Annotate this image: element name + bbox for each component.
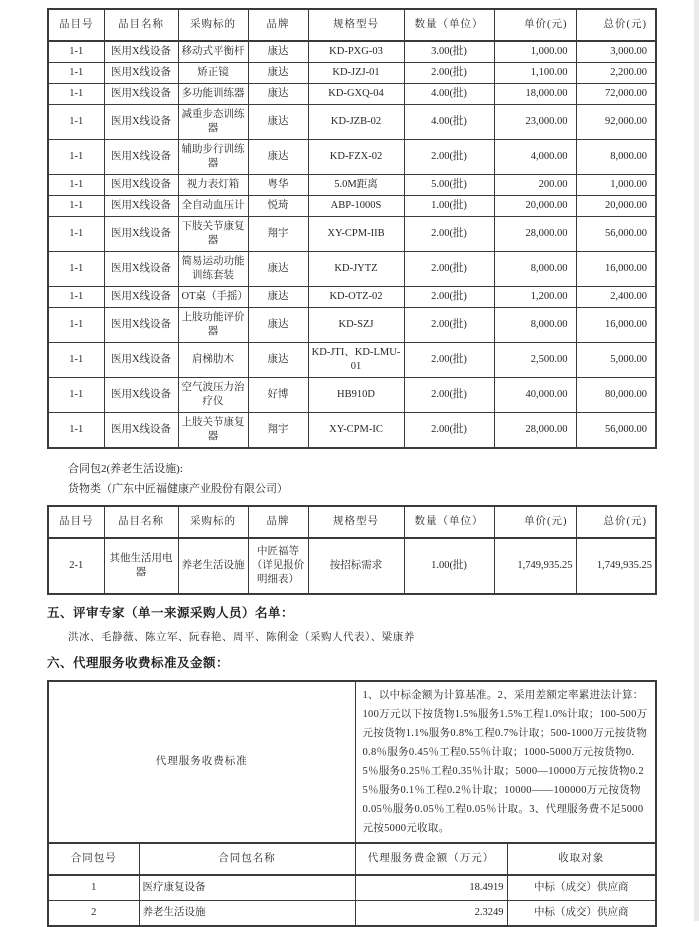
table-cell: 1-1 — [48, 287, 104, 308]
package2-title: 合同包2(养老生活设施): — [68, 463, 183, 475]
table-row — [48, 875, 656, 901]
table-cell: 中标（成交）供应商 — [507, 875, 656, 901]
page-edge-band — [694, 0, 699, 921]
table-cell: 8,000.00 — [494, 308, 576, 343]
table-cell: 18.4919 — [355, 875, 507, 901]
column-header: 合同包号 — [48, 843, 139, 875]
table-cell: 3.00(批) — [404, 41, 494, 63]
table-cell: 医用X线设备 — [104, 105, 178, 140]
table-row — [48, 343, 656, 378]
table-cell: 康达 — [248, 252, 308, 287]
table-cell: 康达 — [248, 140, 308, 175]
table-cell: 8,000.00 — [576, 140, 656, 175]
column-header: 品目号 — [48, 9, 104, 41]
table-cell: 移动式平衡杆 — [178, 41, 248, 63]
package1-items-table — [47, 8, 657, 449]
table-cell: 翔宇 — [248, 217, 308, 252]
table-cell: 1 — [48, 875, 139, 901]
table-cell: 2.00(批) — [404, 413, 494, 449]
table-cell: 1,749,935.25 — [576, 538, 656, 594]
table-cell: 医用X线设备 — [104, 308, 178, 343]
table-cell: 养老生活设施 — [178, 538, 248, 594]
table-cell: 1-1 — [48, 175, 104, 196]
table-row — [48, 252, 656, 287]
package2-items-table — [47, 505, 657, 595]
table-cell: 2.00(批) — [404, 378, 494, 413]
section5-heading: 五、评审专家（单一来源采购人员）名单： — [47, 606, 295, 620]
table-cell: 中标（成交）供应商 — [507, 901, 656, 927]
table-cell: 1-1 — [48, 196, 104, 217]
table-cell: 1-1 — [48, 63, 104, 84]
table-cell: 1-1 — [48, 140, 104, 175]
table-header-row — [48, 9, 656, 41]
table-cell: 20,000.00 — [576, 196, 656, 217]
expert-names: 洪冰、毛静薇、陈立军、阮春艳、周平、陈俐金（采购人代表）、梁康养 — [68, 632, 415, 643]
table-cell: 上肢功能评价器 — [178, 308, 248, 343]
table-cell: 16,000.00 — [576, 252, 656, 287]
table-cell: 2 — [48, 901, 139, 927]
table-cell: KD-FZX-02 — [308, 140, 404, 175]
table-cell: 康达 — [248, 287, 308, 308]
table-cell: 2,400.00 — [576, 287, 656, 308]
table-cell: 肩梯肋木 — [178, 343, 248, 378]
package2-supplier: 货物类（广东中匠福健康产业股份有限公司） — [68, 483, 288, 495]
table-cell: 1-1 — [48, 84, 104, 105]
table-row — [48, 196, 656, 217]
table-header-row — [48, 843, 656, 875]
table-row — [48, 175, 656, 196]
table-cell: ABP-1000S — [308, 196, 404, 217]
column-header: 单价(元) — [494, 506, 576, 538]
table-cell: 1,100.00 — [494, 63, 576, 84]
table-cell: 2,500.00 — [494, 343, 576, 378]
table-row — [48, 105, 656, 140]
table-cell: XY-CPM-IC — [308, 413, 404, 449]
table-cell: 医用X线设备 — [104, 343, 178, 378]
table-cell: OT桌（手摇） — [178, 287, 248, 308]
document-content — [47, 0, 655, 927]
table-cell: 200.00 — [494, 175, 576, 196]
table-cell: 2.00(批) — [404, 217, 494, 252]
table-cell: 康达 — [248, 41, 308, 63]
table-header-row — [48, 506, 656, 538]
table-cell: 1-1 — [48, 343, 104, 378]
table-cell: 医用X线设备 — [104, 413, 178, 449]
table-cell: 简易运动功能训练套装 — [178, 252, 248, 287]
table-cell: KD-GXQ-04 — [308, 84, 404, 105]
table-cell: 全自动血压计 — [178, 196, 248, 217]
table-cell: 医用X线设备 — [104, 196, 178, 217]
table-row — [48, 287, 656, 308]
column-header: 品目名称 — [104, 506, 178, 538]
table-cell: 1-1 — [48, 217, 104, 252]
table-cell: 72,000.00 — [576, 84, 656, 105]
table-cell: 1.00(批) — [404, 538, 494, 594]
table-cell: KD-JZB-02 — [308, 105, 404, 140]
table-cell: 医用X线设备 — [104, 175, 178, 196]
table-row — [48, 63, 656, 84]
table-cell: 空气波压力治疗仪 — [178, 378, 248, 413]
table-cell: 按招标需求 — [308, 538, 404, 594]
table-cell: 医疗康复设备 — [139, 875, 355, 901]
table-row — [48, 378, 656, 413]
table-cell: KD-PXG-03 — [308, 41, 404, 63]
package2-items-body — [48, 538, 656, 594]
table-cell: XY-CPM-IIB — [308, 217, 404, 252]
table-cell: 1,000.00 — [576, 175, 656, 196]
section6-heading: 六、代理服务收费标准及金额： — [47, 656, 230, 670]
agency-fee-table — [47, 680, 657, 927]
table-cell: 4.00(批) — [404, 84, 494, 105]
table-cell: KD-OTZ-02 — [308, 287, 404, 308]
table-cell: 28,000.00 — [494, 217, 576, 252]
table-cell: 医用X线设备 — [104, 252, 178, 287]
table-cell: KD-JYTZ — [308, 252, 404, 287]
table-cell: 2.00(批) — [404, 252, 494, 287]
fee-standard-label: 代理服务收费标准 — [48, 681, 355, 843]
table-row — [48, 538, 656, 594]
table-cell: 2,200.00 — [576, 63, 656, 84]
table-cell: 医用X线设备 — [104, 217, 178, 252]
table-cell: 80,000.00 — [576, 378, 656, 413]
table-row — [48, 217, 656, 252]
table-cell: 医用X线设备 — [104, 287, 178, 308]
table-cell: 多功能训练器 — [178, 84, 248, 105]
table-cell: 医用X线设备 — [104, 41, 178, 63]
table-cell: 上肢关节康复器 — [178, 413, 248, 449]
table-cell: 5.00(批) — [404, 175, 494, 196]
table-cell: 康达 — [248, 63, 308, 84]
table-cell: 18,000.00 — [494, 84, 576, 105]
table-cell: 翔宇 — [248, 413, 308, 449]
table-cell: 中匠福等（详见报价明细表） — [248, 538, 308, 594]
table-cell: 其他生活用电器 — [104, 538, 178, 594]
column-header: 总价(元) — [576, 9, 656, 41]
table-cell: 4.00(批) — [404, 105, 494, 140]
table-cell: 1-1 — [48, 105, 104, 140]
fee-standard-text: 1、以中标金额为计算基准。2、采用差额定率累进法计算：100万元以下按货物1.5%服务1.5%工程1.0%计取；100-500万元按货物1.1%服务0.8%工程0.7%计取；500-1000万元按货物0.8％服务0.45％工程0.55％计取；1000-5000万元按货物0.5％服务0.25％工程0.35％计取；5000—10000万元按货物0.25％服务0.1％工程0.2％计取；10000——100000万元按货物0.05％服务0.05％工程0.05％计取。3、代理服务费不足5000元按5000元收取。 — [355, 681, 656, 843]
table-cell: 40,000.00 — [494, 378, 576, 413]
table-cell: 28,000.00 — [494, 413, 576, 449]
table-cell: 1,749,935.25 — [494, 538, 576, 594]
table-cell: 1-1 — [48, 41, 104, 63]
column-header: 规格型号 — [308, 9, 404, 41]
table-cell: 2.3249 — [355, 901, 507, 927]
table-cell: 1,200.00 — [494, 287, 576, 308]
column-header: 规格型号 — [308, 506, 404, 538]
table-cell: 23,000.00 — [494, 105, 576, 140]
fee-amount-body — [48, 875, 656, 926]
table-cell: 16,000.00 — [576, 308, 656, 343]
column-header: 品牌 — [248, 9, 308, 41]
table-cell: 5,000.00 — [576, 343, 656, 378]
table-cell: 悦琦 — [248, 196, 308, 217]
table-cell: 矫正镜 — [178, 63, 248, 84]
table-cell: HB910D — [308, 378, 404, 413]
table-cell: 1-1 — [48, 413, 104, 449]
column-header: 收取对象 — [507, 843, 656, 875]
table-cell: 2-1 — [48, 538, 104, 594]
table-cell: 1-1 — [48, 378, 104, 413]
table-cell: 2.00(批) — [404, 287, 494, 308]
table-cell: 20,000.00 — [494, 196, 576, 217]
column-header: 品目号 — [48, 506, 104, 538]
table-cell: 养老生活设施 — [139, 901, 355, 927]
table-cell: KD-SZJ — [308, 308, 404, 343]
table-row — [48, 140, 656, 175]
table-row — [48, 84, 656, 105]
table-cell: 医用X线设备 — [104, 84, 178, 105]
table-cell: 56,000.00 — [576, 217, 656, 252]
table-cell: 医用X线设备 — [104, 140, 178, 175]
table-row — [48, 413, 656, 449]
table-cell: 8,000.00 — [494, 252, 576, 287]
table-cell: 康达 — [248, 343, 308, 378]
table-cell: 3,000.00 — [576, 41, 656, 63]
table-cell: 2.00(批) — [404, 63, 494, 84]
column-header: 品牌 — [248, 506, 308, 538]
column-header: 数量（单位） — [404, 9, 494, 41]
column-header: 总价(元) — [576, 506, 656, 538]
table-cell: 1-1 — [48, 252, 104, 287]
table-cell: 医用X线设备 — [104, 378, 178, 413]
table-cell: 1.00(批) — [404, 196, 494, 217]
table-cell: 粤华 — [248, 175, 308, 196]
column-header: 数量（单位） — [404, 506, 494, 538]
column-header: 采购标的 — [178, 506, 248, 538]
table-cell: 5.0M距离 — [308, 175, 404, 196]
table-cell: 康达 — [248, 308, 308, 343]
table-cell: 康达 — [248, 105, 308, 140]
table-cell: 好博 — [248, 378, 308, 413]
table-cell: 康达 — [248, 84, 308, 105]
table-cell: 视力表灯箱 — [178, 175, 248, 196]
column-header: 合同包名称 — [139, 843, 355, 875]
table-row — [48, 308, 656, 343]
table-cell: 2.00(批) — [404, 343, 494, 378]
column-header: 品目名称 — [104, 9, 178, 41]
table-cell: 下肢关节康复器 — [178, 217, 248, 252]
table-cell: 1-1 — [48, 308, 104, 343]
table-cell: KD-JTI、KD-LMU-01 — [308, 343, 404, 378]
table-row — [48, 901, 656, 927]
table-cell: KD-JZJ-01 — [308, 63, 404, 84]
table-cell: 辅助步行训练器 — [178, 140, 248, 175]
table-cell: 4,000.00 — [494, 140, 576, 175]
table-cell: 56,000.00 — [576, 413, 656, 449]
table-cell: 92,000.00 — [576, 105, 656, 140]
table-cell: 2.00(批) — [404, 308, 494, 343]
column-header: 采购标的 — [178, 9, 248, 41]
table-cell: 1,000.00 — [494, 41, 576, 63]
table-row — [48, 41, 656, 63]
table-cell: 医用X线设备 — [104, 63, 178, 84]
table-cell: 减重步态训练器 — [178, 105, 248, 140]
package1-items-body — [48, 41, 656, 448]
table-cell: 2.00(批) — [404, 140, 494, 175]
column-header: 代理服务费金额（万元） — [355, 843, 507, 875]
column-header: 单价(元) — [494, 9, 576, 41]
fee-standard-row — [48, 681, 656, 843]
